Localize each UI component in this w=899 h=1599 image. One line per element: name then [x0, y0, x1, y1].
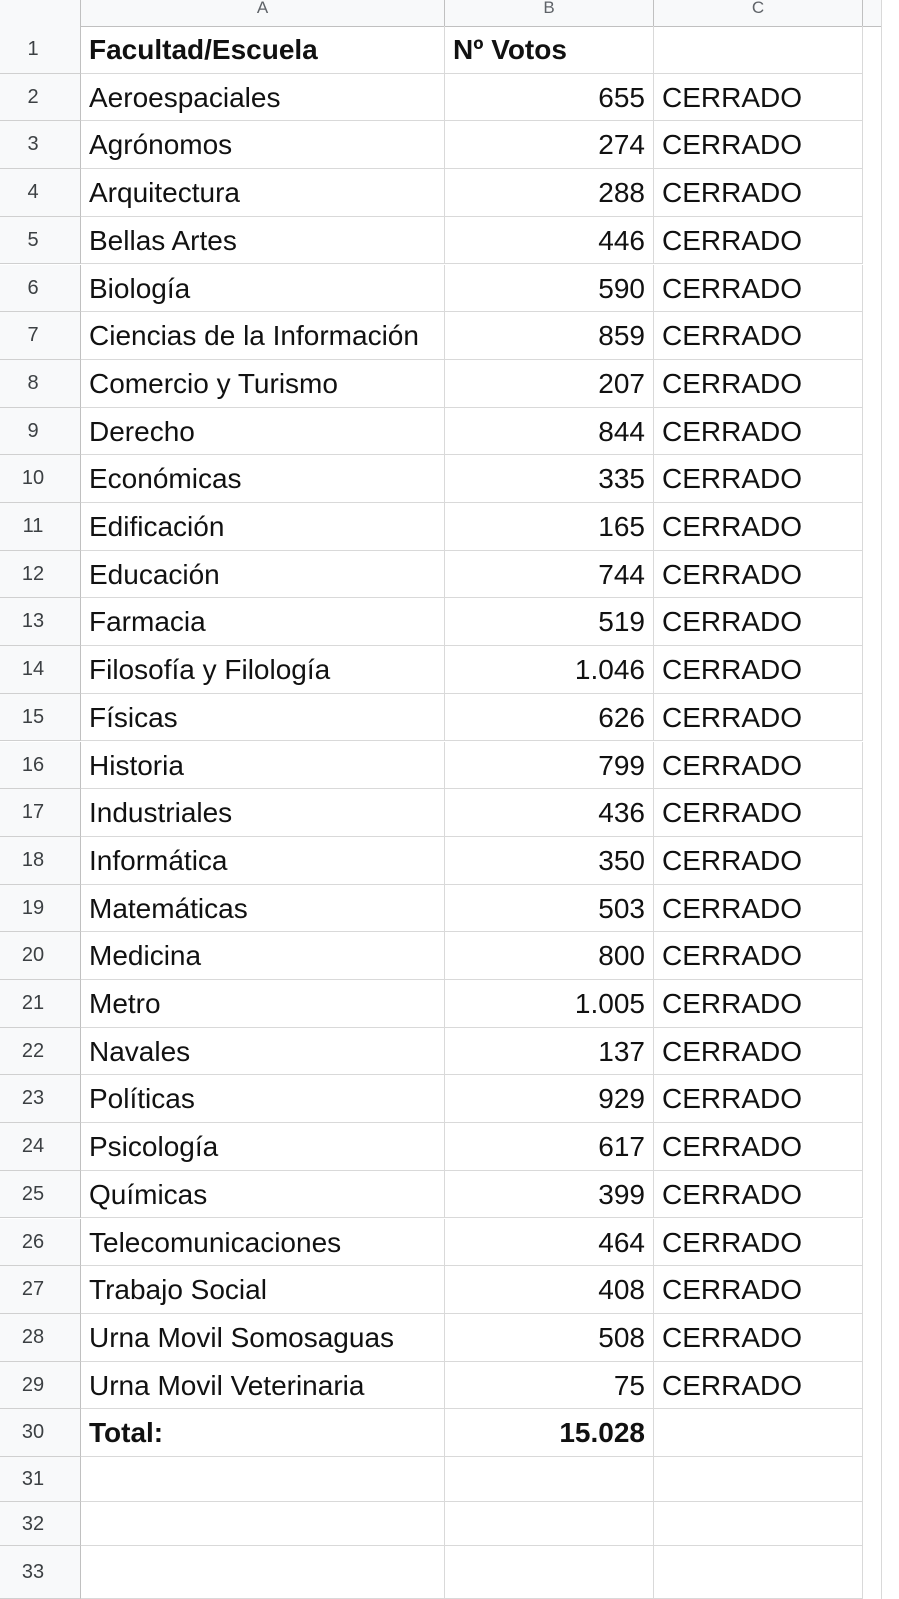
- cell-c[interactable]: CERRADO: [654, 646, 863, 694]
- cell-b[interactable]: 446: [445, 217, 654, 265]
- cell-a[interactable]: Arquitectura: [81, 169, 445, 217]
- select-all-corner[interactable]: [0, 0, 81, 26]
- cell-b[interactable]: 590: [445, 265, 654, 313]
- cell-b[interactable]: 436: [445, 789, 654, 837]
- cell-b[interactable]: Nº Votos: [445, 26, 654, 74]
- cell-a[interactable]: Industriales: [81, 789, 445, 837]
- cell-c[interactable]: CERRADO: [654, 1123, 863, 1171]
- cell-c[interactable]: CERRADO: [654, 265, 863, 313]
- cell-b[interactable]: 207: [445, 360, 654, 408]
- cell-c[interactable]: CERRADO: [654, 1028, 863, 1076]
- row-header[interactable]: 5: [0, 217, 81, 265]
- row-header[interactable]: 9: [0, 408, 81, 456]
- cell-b[interactable]: 626: [445, 694, 654, 742]
- cell-a[interactable]: Químicas: [81, 1171, 445, 1219]
- row-header[interactable]: 32: [0, 1502, 81, 1547]
- cell-b[interactable]: 800: [445, 932, 654, 980]
- row-header[interactable]: 4: [0, 169, 81, 217]
- cell-c[interactable]: CERRADO: [654, 1314, 863, 1362]
- cell-c[interactable]: CERRADO: [654, 74, 863, 122]
- column-header-a[interactable]: A: [81, 0, 445, 26]
- cell-c[interactable]: CERRADO: [654, 360, 863, 408]
- cell-c[interactable]: [654, 1409, 863, 1457]
- cell-c[interactable]: CERRADO: [654, 885, 863, 933]
- cell-b[interactable]: 508: [445, 1314, 654, 1362]
- cell-c[interactable]: CERRADO: [654, 408, 863, 456]
- cell-a[interactable]: Farmacia: [81, 598, 445, 646]
- cell-b[interactable]: 165: [445, 503, 654, 551]
- cell-b[interactable]: 335: [445, 455, 654, 503]
- cell-a[interactable]: Medicina: [81, 932, 445, 980]
- cell-a[interactable]: Físicas: [81, 694, 445, 742]
- cell-c[interactable]: CERRADO: [654, 694, 863, 742]
- cell-a[interactable]: Urna Movil Veterinaria: [81, 1362, 445, 1410]
- cell-b[interactable]: 799: [445, 742, 654, 790]
- cell-a[interactable]: Historia: [81, 742, 445, 790]
- cell-b[interactable]: 655: [445, 74, 654, 122]
- cell-c[interactable]: CERRADO: [654, 980, 863, 1028]
- cell-b[interactable]: 929: [445, 1075, 654, 1123]
- cell-c[interactable]: [654, 1457, 863, 1502]
- cell-c[interactable]: CERRADO: [654, 598, 863, 646]
- cell-b[interactable]: 15.028: [445, 1409, 654, 1457]
- row-header[interactable]: 29: [0, 1362, 81, 1410]
- cell-c[interactable]: CERRADO: [654, 1266, 863, 1314]
- row-header[interactable]: 11: [0, 503, 81, 551]
- cell-c[interactable]: CERRADO: [654, 932, 863, 980]
- cell-b[interactable]: 137: [445, 1028, 654, 1076]
- row-header[interactable]: 1: [0, 26, 81, 74]
- cell-c[interactable]: CERRADO: [654, 1075, 863, 1123]
- cell-b[interactable]: [445, 1502, 654, 1547]
- cell-c[interactable]: CERRADO: [654, 455, 863, 503]
- cell-b[interactable]: 503: [445, 885, 654, 933]
- cell-c[interactable]: CERRADO: [654, 1362, 863, 1410]
- row-header[interactable]: 3: [0, 121, 81, 169]
- row-header[interactable]: 33: [0, 1546, 81, 1599]
- cell-c[interactable]: [654, 1502, 863, 1547]
- cell-a[interactable]: Educación: [81, 551, 445, 599]
- row-header[interactable]: 24: [0, 1123, 81, 1171]
- row-header[interactable]: 10: [0, 455, 81, 503]
- cell-a[interactable]: Metro: [81, 980, 445, 1028]
- row-header[interactable]: 12: [0, 551, 81, 599]
- cell-a[interactable]: Edificación: [81, 503, 445, 551]
- cell-b[interactable]: 288: [445, 169, 654, 217]
- cell-a[interactable]: [81, 1502, 445, 1547]
- cell-a[interactable]: Trabajo Social: [81, 1266, 445, 1314]
- cell-c[interactable]: CERRADO: [654, 742, 863, 790]
- cell-b[interactable]: 350: [445, 837, 654, 885]
- row-header[interactable]: 15: [0, 694, 81, 742]
- row-header[interactable]: 27: [0, 1266, 81, 1314]
- cell-a[interactable]: Facultad/Escuela: [81, 26, 445, 74]
- cell-b[interactable]: 1.046: [445, 646, 654, 694]
- row-header[interactable]: 28: [0, 1314, 81, 1362]
- cell-b[interactable]: 399: [445, 1171, 654, 1219]
- row-header[interactable]: 16: [0, 742, 81, 790]
- cell-a[interactable]: Agrónomos: [81, 121, 445, 169]
- cell-c[interactable]: [654, 1546, 863, 1599]
- cell-b[interactable]: [445, 1546, 654, 1599]
- cell-a[interactable]: Urna Movil Somosaguas: [81, 1314, 445, 1362]
- row-header[interactable]: 26: [0, 1219, 81, 1267]
- cell-a[interactable]: [81, 1546, 445, 1599]
- cell-b[interactable]: 75: [445, 1362, 654, 1410]
- cell-a[interactable]: [81, 1457, 445, 1502]
- row-header[interactable]: 2: [0, 74, 81, 122]
- cell-c[interactable]: CERRADO: [654, 312, 863, 360]
- cell-a[interactable]: Económicas: [81, 455, 445, 503]
- cell-c[interactable]: CERRADO: [654, 217, 863, 265]
- cell-c[interactable]: [654, 26, 863, 74]
- cell-a[interactable]: Bellas Artes: [81, 217, 445, 265]
- cell-b[interactable]: 464: [445, 1219, 654, 1267]
- cell-c[interactable]: CERRADO: [654, 551, 863, 599]
- column-header-c[interactable]: C: [654, 0, 863, 26]
- row-header[interactable]: 13: [0, 598, 81, 646]
- cell-a[interactable]: Derecho: [81, 408, 445, 456]
- cell-a[interactable]: Ciencias de la Información: [81, 312, 445, 360]
- cell-c[interactable]: CERRADO: [654, 503, 863, 551]
- cell-b[interactable]: 859: [445, 312, 654, 360]
- cell-c[interactable]: CERRADO: [654, 169, 863, 217]
- row-header[interactable]: 31: [0, 1457, 81, 1502]
- cell-a[interactable]: Telecomunicaciones: [81, 1219, 445, 1267]
- grid-right-edge: [881, 0, 899, 1599]
- row-header[interactable]: 17: [0, 789, 81, 837]
- column-header-b[interactable]: B: [445, 0, 654, 26]
- row-header[interactable]: 30: [0, 1409, 81, 1457]
- cell-a[interactable]: Filosofía y Filología: [81, 646, 445, 694]
- row-header[interactable]: 19: [0, 885, 81, 933]
- cell-a[interactable]: Políticas: [81, 1075, 445, 1123]
- row-header[interactable]: 25: [0, 1171, 81, 1219]
- cell-a[interactable]: Matemáticas: [81, 885, 445, 933]
- cell-b[interactable]: 744: [445, 551, 654, 599]
- cell-b[interactable]: 1.005: [445, 980, 654, 1028]
- cell-b[interactable]: [445, 1457, 654, 1502]
- cell-b[interactable]: 408: [445, 1266, 654, 1314]
- cell-c[interactable]: CERRADO: [654, 121, 863, 169]
- cell-c[interactable]: CERRADO: [654, 789, 863, 837]
- cell-c[interactable]: CERRADO: [654, 1171, 863, 1219]
- row-header[interactable]: 7: [0, 312, 81, 360]
- cell-a[interactable]: Biología: [81, 265, 445, 313]
- cell-b[interactable]: 519: [445, 598, 654, 646]
- row-header[interactable]: 18: [0, 837, 81, 885]
- row-header[interactable]: 23: [0, 1075, 81, 1123]
- row-header[interactable]: 20: [0, 932, 81, 980]
- cell-a[interactable]: Psicología: [81, 1123, 445, 1171]
- cell-c[interactable]: CERRADO: [654, 1219, 863, 1267]
- row-header[interactable]: 22: [0, 1028, 81, 1076]
- row-header[interactable]: 21: [0, 980, 81, 1028]
- cell-a[interactable]: Total:: [81, 1409, 445, 1457]
- cell-a[interactable]: Navales: [81, 1028, 445, 1076]
- row-header[interactable]: 6: [0, 265, 81, 313]
- cell-b[interactable]: 617: [445, 1123, 654, 1171]
- cell-a[interactable]: Aeroespaciales: [81, 74, 445, 122]
- row-header[interactable]: 14: [0, 646, 81, 694]
- cell-a[interactable]: Comercio y Turismo: [81, 360, 445, 408]
- cell-a[interactable]: Informática: [81, 837, 445, 885]
- cell-c[interactable]: CERRADO: [654, 837, 863, 885]
- row-header[interactable]: 8: [0, 360, 81, 408]
- cell-b[interactable]: 274: [445, 121, 654, 169]
- cell-b[interactable]: 844: [445, 408, 654, 456]
